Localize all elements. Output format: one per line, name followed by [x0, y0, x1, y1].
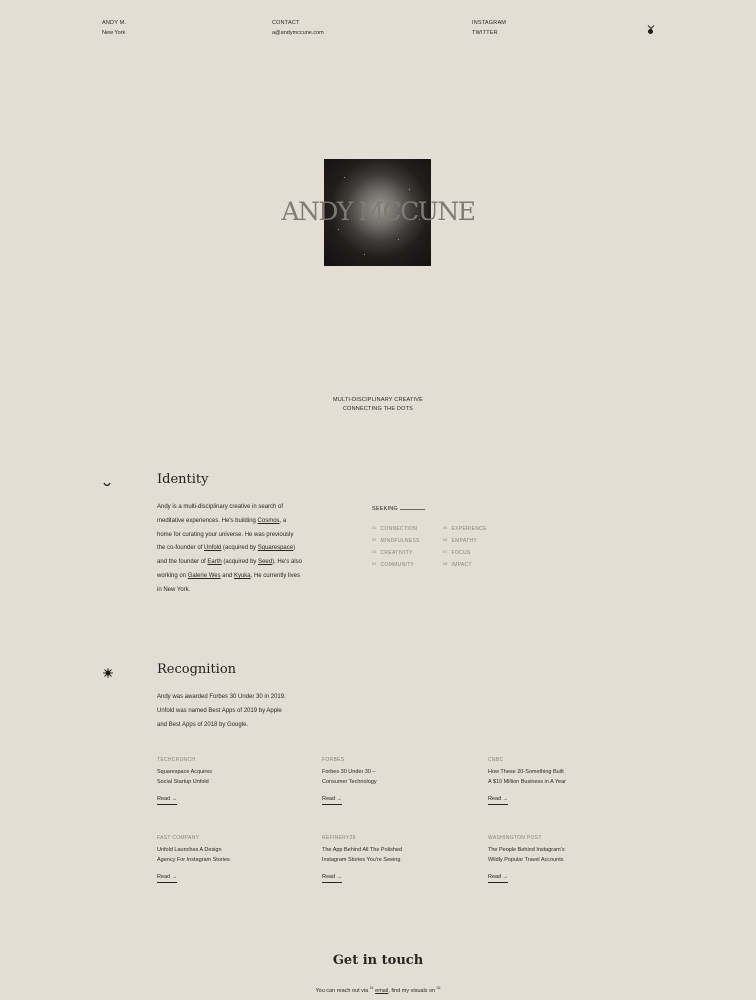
squarespace-link[interactable]: Squarespace: [257, 545, 294, 552]
recognition-title: Recognition: [157, 662, 237, 677]
press-card: [322, 835, 432, 883]
press-title: Forbes 30 Under 30 – Consumer Technology: [322, 769, 377, 785]
crescent-icon: [103, 475, 111, 493]
contact-line: [0, 986, 756, 994]
header-location: New York: [102, 30, 126, 36]
tagline-line-2: CONNECTING THE DOTS: [342, 406, 413, 412]
contact-title: Get in touch: [332, 953, 424, 968]
footnote-marker: 01: [369, 986, 374, 990]
earth-link[interactable]: Earth: [207, 559, 222, 566]
press-source: WASHINGTON POST: [488, 835, 542, 841]
hero-title: ANDY MCCUNE: [281, 197, 475, 226]
theme-toggle-dot[interactable]: [648, 29, 653, 34]
identity-bio: [157, 501, 302, 598]
press-source: TECHCRUNCH: [157, 757, 196, 763]
bio-text: (acquired by: [221, 559, 259, 566]
unfold-link[interactable]: Unfold: [204, 545, 222, 552]
seeking-item: $^{08}$ IMPACT: [443, 562, 472, 568]
seed-link[interactable]: Seed: [258, 559, 273, 566]
seeking-item: $^{05}$ EXPERIENCE: [443, 526, 487, 532]
twitter-link[interactable]: TWITTER: [472, 30, 498, 36]
press-title: Squarespace Acquires Social Startup Unfold: [157, 769, 213, 785]
header-contact-label: CONTACT: [272, 20, 300, 26]
seeking-item: $^{02}$ MINDFULNESS: [372, 538, 420, 544]
contact-text: You can reach out via: [315, 987, 370, 994]
header-social: [472, 18, 506, 38]
read-link[interactable]: Read →: [157, 874, 177, 883]
press-title: The App Behind All The Polished Instagram Stories You're Seeing: [322, 847, 403, 863]
header-name[interactable]: ANDY M.: [102, 20, 127, 26]
header-contact: [272, 18, 324, 38]
press-card: [157, 835, 267, 883]
read-link[interactable]: Read →: [488, 874, 508, 883]
bio-text: . He currently lives in New York.: [157, 572, 300, 593]
press-card: [488, 835, 598, 883]
tagline-line-1: MULTI-DISCIPLINARY CREATIVE: [333, 397, 423, 403]
bio-text: and: [220, 572, 234, 579]
press-source: FORBES: [322, 757, 345, 763]
press-title: The People Behind Instagram's Wildly Popular Travel Accounts: [488, 847, 565, 863]
bio-text: (acquired by: [221, 545, 258, 552]
contact-text: , find my visuals on: [388, 987, 437, 994]
press-title: How These 20-Something Built A $10 Million Business in A Year: [488, 769, 566, 785]
email-link[interactable]: email: [375, 987, 389, 994]
kyuka-link[interactable]: Kyuka: [233, 572, 251, 579]
sunburst-icon: [103, 665, 113, 683]
press-card: [488, 757, 598, 805]
galerie-wes-link[interactable]: Galerie Wes: [187, 572, 221, 579]
intro-line: Andy was awarded Forbes 30 Under 30 in 2019.: [157, 694, 286, 700]
footnote-marker: 02: [436, 986, 441, 990]
seeking-item: $^{07}$ FOCUS: [443, 550, 471, 556]
recognition-intro: [157, 691, 327, 732]
intro-line: and Best Apps of 2018 by Google.: [157, 721, 249, 728]
press-title: Unfold Launches A Design Agency For Instagram Stories: [157, 847, 230, 863]
read-link[interactable]: Read →: [157, 796, 177, 805]
press-source: CNBC: [488, 757, 504, 763]
intro-line: Unfold was named Best Apps of 2019 by Apple: [157, 707, 282, 714]
read-link[interactable]: Read →: [322, 874, 342, 883]
press-source: FAST COMPANY: [157, 835, 200, 841]
seeking-item: $^{03}$ CREATIVITY: [372, 550, 413, 556]
press-card: [322, 757, 432, 805]
seeking-item: $^{04}$ COMMUNITY: [372, 562, 415, 568]
bio-text: ) and the founder of: [157, 545, 296, 566]
seeking-item: $^{06}$ EMPATHY: [443, 538, 478, 544]
header-identity: [102, 18, 126, 38]
read-link[interactable]: Read →: [322, 796, 342, 805]
header-email-link[interactable]: a@andymccune.com: [272, 30, 324, 36]
press-source: REFINERY29: [322, 835, 356, 841]
seeking-divider: [400, 509, 425, 510]
bio-text: Andy is a multi-disciplinary creative in search of meditative experiences. He's building: [157, 504, 284, 524]
bio-text: ). He's also working on: [157, 559, 302, 579]
instagram-link[interactable]: INSTAGRAM: [472, 20, 507, 26]
identity-title: Identity: [157, 472, 209, 487]
bio-text: , a home for curating your universe. He was previously the co-founder of: [157, 517, 294, 552]
seeking-item: $^{01}$ CONNECTION: [372, 526, 418, 532]
read-link[interactable]: Read →: [488, 796, 508, 805]
hero-tagline: [0, 396, 756, 414]
press-card: [157, 757, 267, 805]
seeking-label: SEEKING: [372, 506, 398, 512]
cosmos-link[interactable]: Cosmos: [257, 517, 280, 524]
